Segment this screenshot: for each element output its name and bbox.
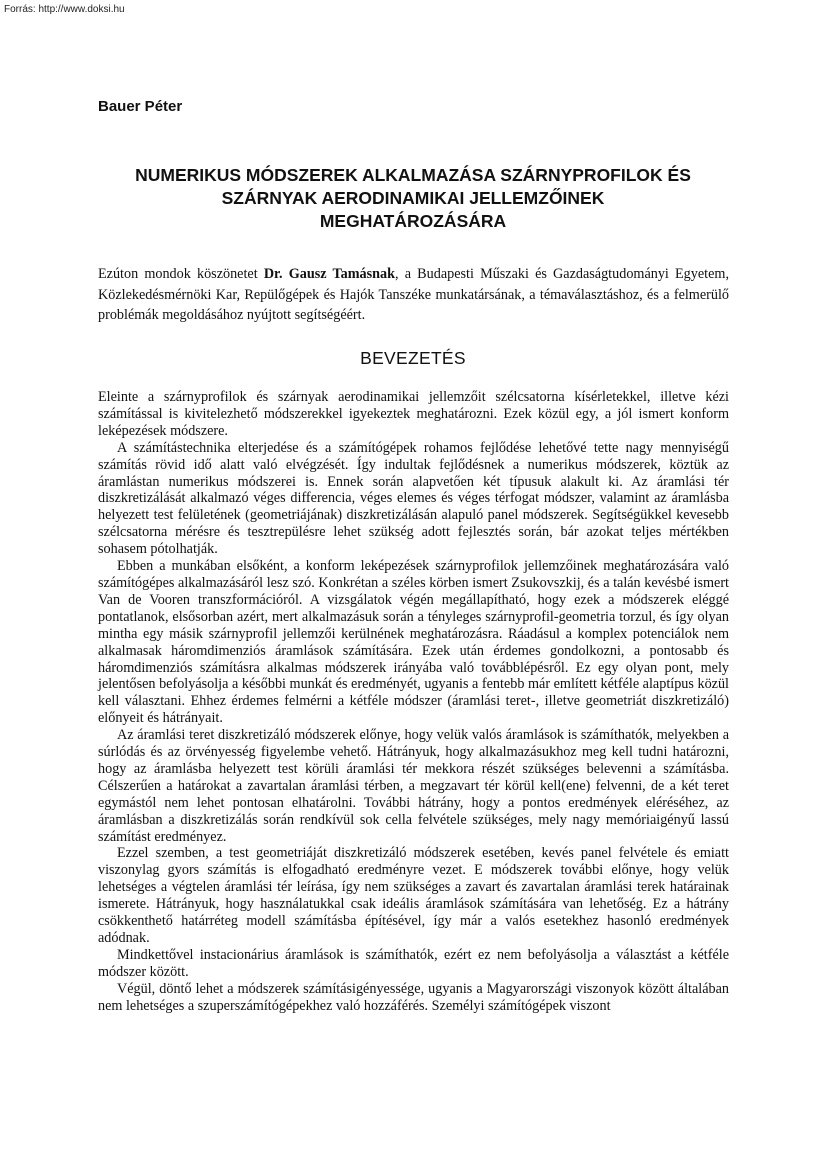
paragraph: Mindkettővel instacionárius áramlások is számíthatók, ezért ez nem befolyásolja a választást a kétféle módszer között. [98, 946, 729, 980]
paragraph: Végül, döntő lehet a módszerek számításigényessége, ugyanis a Magyarországi viszonyok között általában nem lehetséges a szuperszámítógépekhez való hozzáférés. Személyi számítógépek viszont [98, 980, 729, 1014]
title-line-2: SZÁRNYAK AERODINAMIKAI JELLEMZŐINEK [221, 188, 605, 208]
paragraph: Eleinte a szárnyprofilok és szárnyak aerodinamikai jellemzőit szélcsatorna kísérletekkel, illetve kézi számítással is kivitelezhető módszerekkel igyekeztek meghatározni. Ezek közül egy, a jól ismert konform leképezések módszere. [98, 389, 729, 439]
paragraph: Ebben a munkában elsőként, a konform leképezések szárnyprofilok jellemzőinek meghatározására való számítógépes alkalmazásáról lesz szó. Konkrétan a széles körben ismert Zsukovszkij, és a talán kevésbé ismert Van de Vooren transzformációról. A vizsgálatok végén megállapítható, hogy ezek a módszerek eléggé pontatlanok, elsősorban azért, mert alkalmazásuk során a tényleges szárnyprofil-geometria torzul, és így olyan mintha egy másik szárnyprofil jellemzői kerülnének meghatározásra. Ráadásul a komplex potenciálok nem alkalmasak háromdimenziós áramlások számítására. Ezek után érdemes gondolkozni, a pontosabb és háromdimenziós számításra alkalmas módszerek irányába való továbblépésről. Ez egy olyan pont, mely jelentősen befolyásolja a későbbi munkát és eredményét, ugyanis a fentebb már említett kétféle alaptípus közül kell választani. Ehhez érdemes felmérni a kétféle módszer (áramlási teret-, illetve geometriát diszkretizáló) előnyeit és hátrányait. [98, 558, 729, 727]
paragraph: Ezzel szemben, a test geometriáját diszkretizáló módszerek esetében, kevés panel felvétele és emiatt viszonylag gyors számítás is elfogadható eredményre vezet. E módszerek további előnye, hogy velük lehetséges a végtelen áramlási tér leírása, így nem szükséges a zavart és zavartalan áramlási terek határainak ismerete. Hátrányuk, hogy használatukkal csak ideális áramlások számítására van lehetőség. Ez a hátrány csökkenthető határréteg modell számításba építésével, így már a valós esetekhez hasonló eredmények adódnak. [98, 845, 729, 946]
author-name: Bauer Péter [98, 98, 183, 115]
ack-after: , a Budapesti Műszaki és Gazdaságtudományi Egyetem, Közlekedésmérnöki Kar, Repülőgépek és Hajók Tanszéke munkatársának, a témaválasztáshoz, és a felmerülő problémák megoldásához nyújtott segítségéért. [98, 266, 729, 323]
title-line-1: NUMERIKUS MÓDSZEREK ALKALMAZÁSA SZÁRNYPROFILOK ÉS [135, 165, 691, 185]
acknowledgement [98, 264, 729, 326]
title-line-3: MEGHATÁROZÁSÁRA [319, 211, 507, 231]
paragraph: A számítástechnika elterjedése és a számítógépek rohamos fejlődése lehetővé tette nagy mennyiségű számítás rövid idő alatt való elvégzését. Így indultak fejlődésnek a numerikus módszerek, köztük az áramlástan numerikus módszerei is. Ennek során alapvetően két típusuk alakult ki. Az áramlási tér diszkretizálását alkalmazó véges differencia, véges elemes és véges térfogat módszer, valamint az áramlásba helyezett test felületének (geometriájának) diszkretizálásán alapuló panel módszerek. Segítségükkel kevesebb szélcsatorna mérésre és tesztrepülésre lehet szükség adott fejlesztés során, bár azokat teljes mértékben sohasem pótolhatják. [98, 439, 729, 558]
ack-name: Dr. Gausz Tamásnak [263, 266, 396, 282]
paragraph: Az áramlási teret diszkretizáló módszerek előnye, hogy velük valós áramlások is számíthatók, melyekben a súrlódás és az örvényesség figyelembe vehető. Hátrányuk, hogy alkalmazásukhoz meg kell tudni határozni, hogy az áramlásba helyezett test körüli áramlási tér mekkora részét szükséges belevenni a számításba. Célszerűen a határokat a zavartalan áramlási térben, a megzavart tér körül kell(ene) felvenni, de a két teret egymástól nem lehet pontosan elhatárolni. További hátrány, hogy a pontos eredmények eléréséhez, az áramlásban a diszkretizálás során rendkívül sok cella felvétele szükséges, mely nagy memóriaigényű lassú számítást eredményez. [98, 727, 729, 845]
source-note: Forrás: http://www.doksi.hu [4, 4, 125, 15]
ack-before: Ezúton mondok köszönetet [98, 266, 264, 282]
document-title [98, 164, 728, 233]
body-text [98, 389, 729, 1015]
section-heading: BEVEZETÉS [360, 348, 466, 368]
